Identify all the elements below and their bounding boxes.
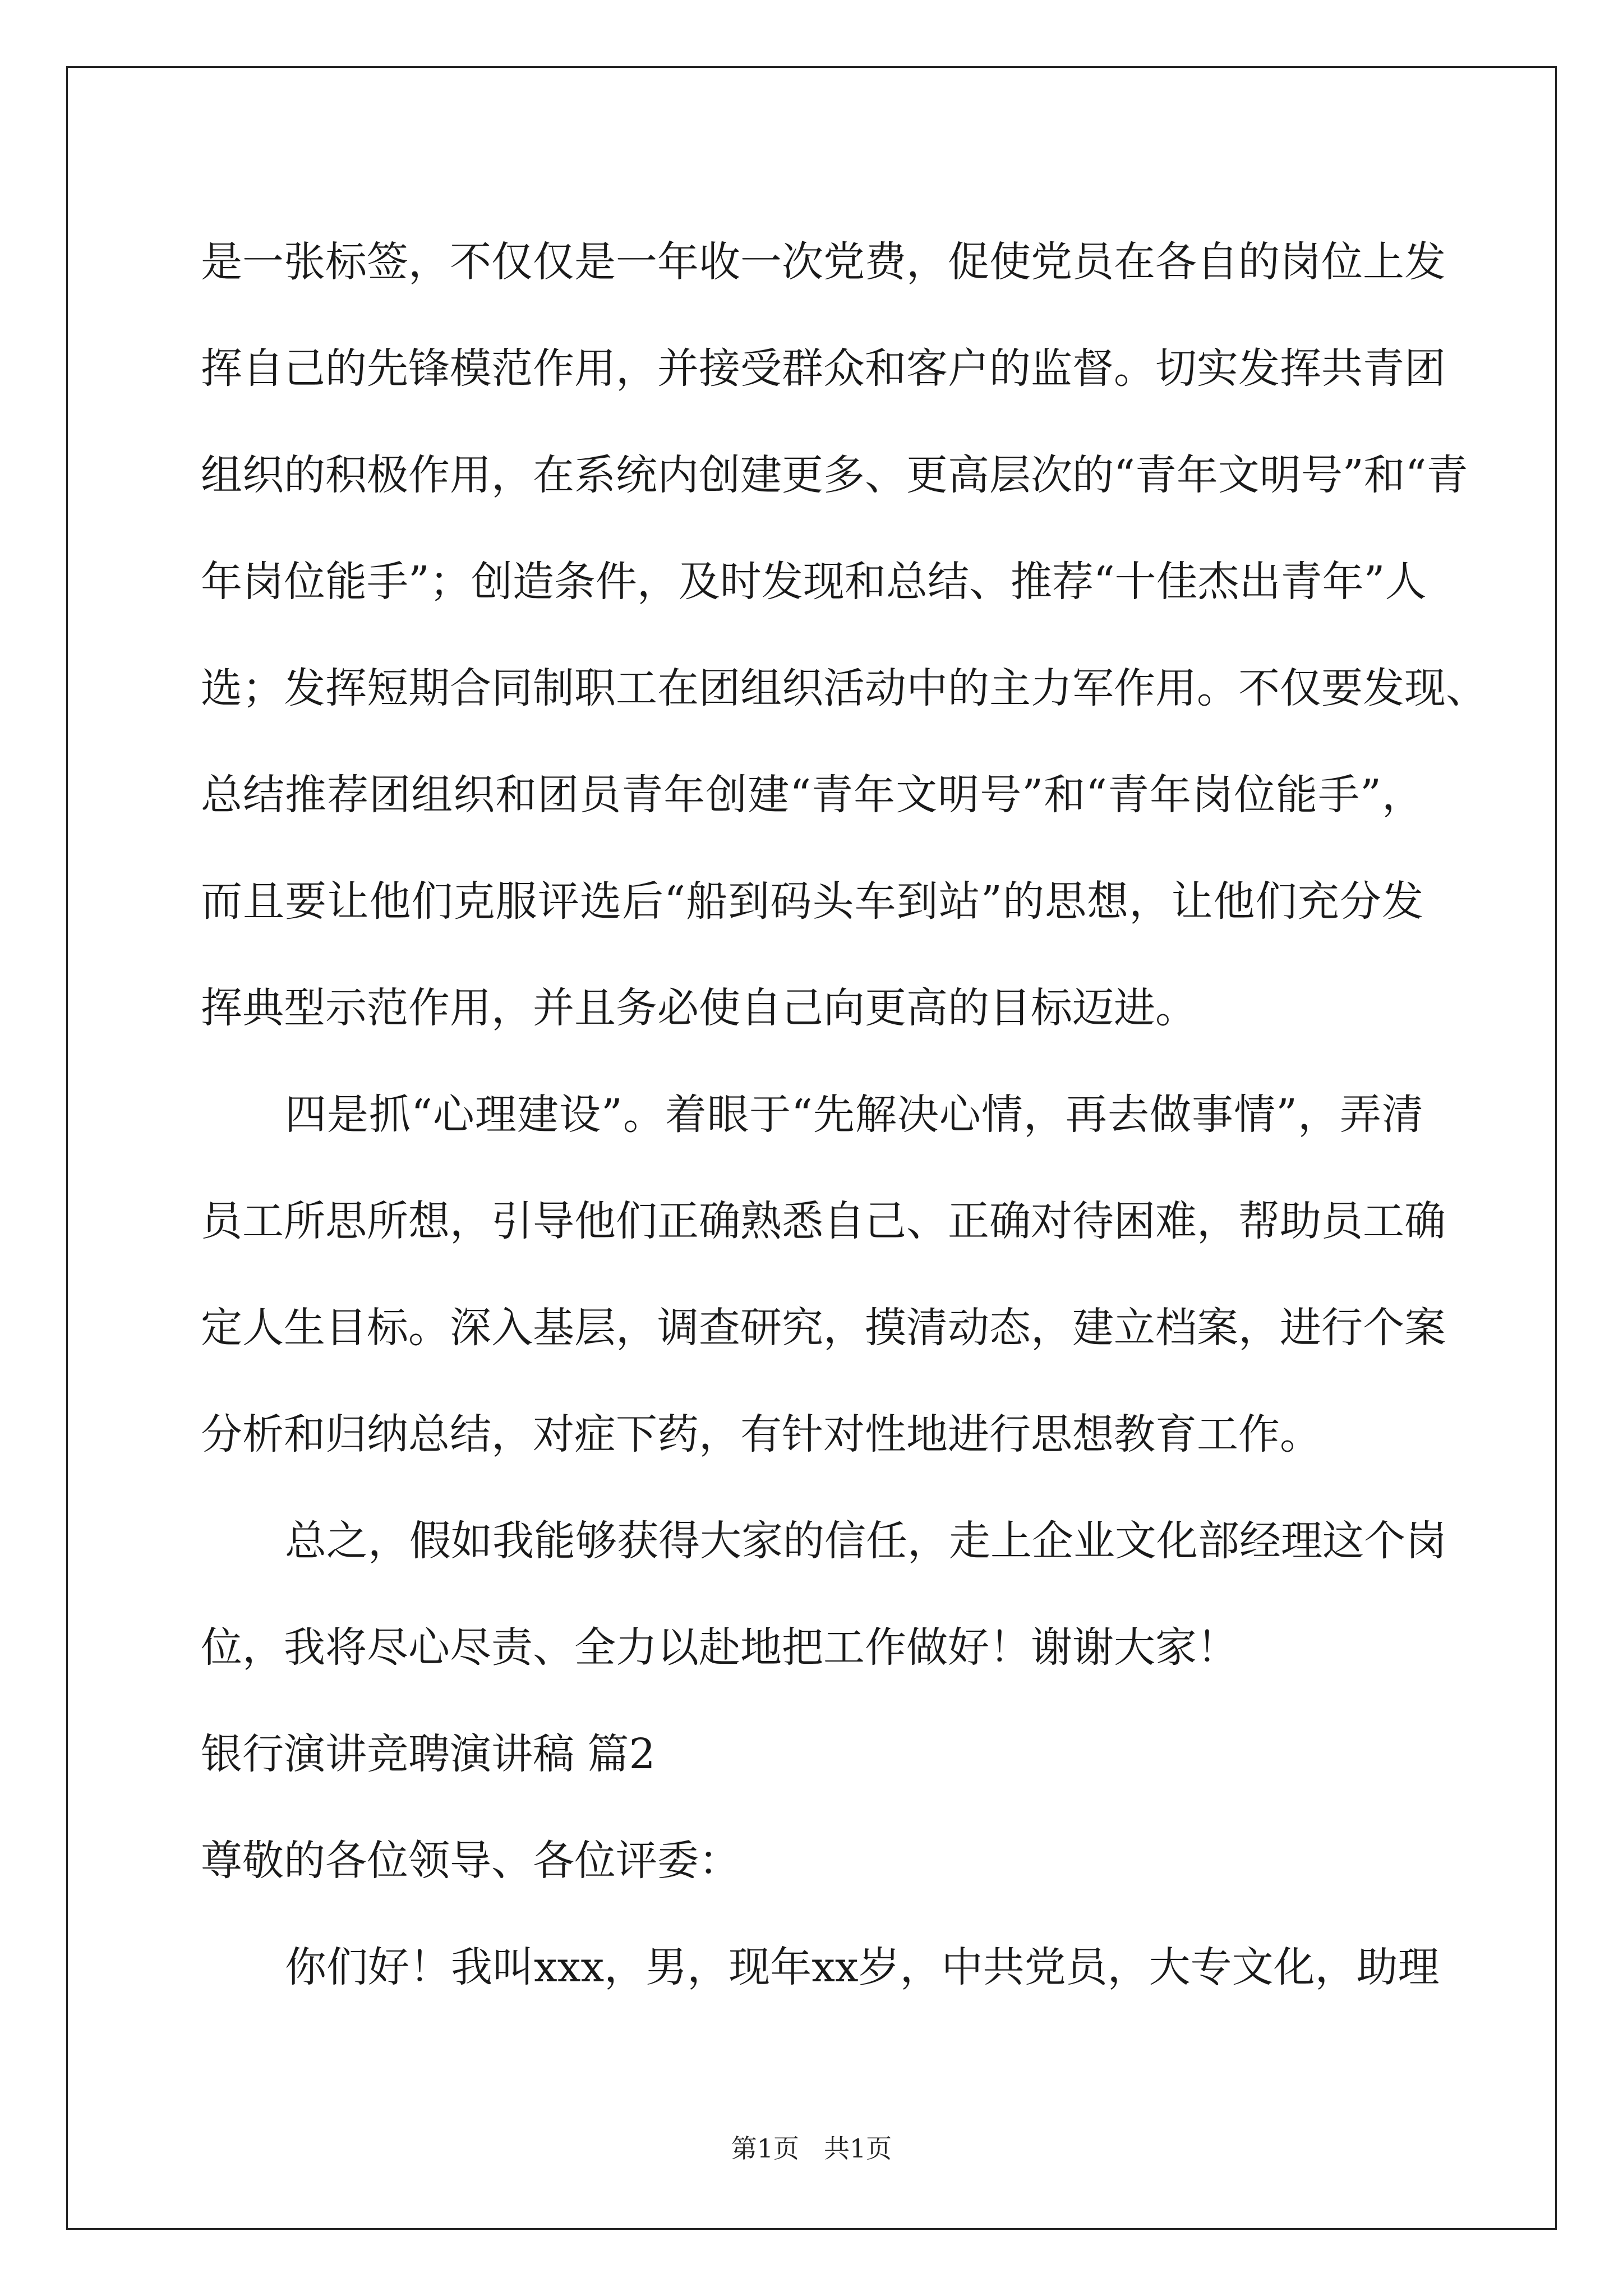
paragraph-line: 选；发挥短期合同制职工在团组织活动中的主力军作用。不仅要发现、 [201,664,1487,712]
paragraph-line: 定人生目标。深入基层，调查研究，摸清动态，建立档案，进行个案 [201,1304,1446,1352]
paragraph-line: 分析和归纳总结，对症下药，有针对性地进行思想教育工作。 [201,1410,1321,1458]
paragraph-line: 年岗位能手”；创造条件，及时发现和总结、推荐“十佳杰出青年”人 [201,558,1427,606]
paragraph-line: 而且要让他们克服评选后“船到码头车到站”的思想，让他们充分发 [201,877,1423,926]
page-number: 第1页 [731,2133,799,2164]
paragraph-line: 位，我将尽心尽责、全力以赴地把工作做好！谢谢大家！ [201,1623,1238,1672]
section-heading: 银行演讲竞聘演讲稿 篇2 [201,1730,656,1778]
paragraph-line: 是一张标签，不仅仅是一年收一次党费，促使党员在各自的岗位上发 [201,238,1446,286]
paragraph-line: 你们好！我叫xxx，男，现年xx岁，中共党员，大专文化，助理 [285,1943,1440,1991]
page-footer [0,2132,1623,2165]
paragraph-line: 挥自己的先锋模范作用，并接受群众和客户的监督。切实发挥共青团 [201,344,1446,393]
paragraph-line: 员工所思所想，引导他们正确熟悉自己、正确对待困难，帮助员工确 [201,1197,1446,1245]
document-body [201,209,1487,2021]
page-total: 共1页 [824,2133,892,2164]
paragraph-line: 总结推荐团组织和团员青年创建“青年文明号”和“青年岗位能手”， [201,771,1423,819]
paragraph-line: 组织的积极作用，在系统内创建更多、更高层次的“青年文明号”和“青 [201,451,1468,499]
salutation-line: 尊敬的各位领导、各位评委： [201,1837,740,1885]
paragraph-line: 挥典型示范作用，并且务必使自己向更高的目标迈进。 [201,984,1197,1032]
paragraph-line: 总之，假如我能够获得大家的信任，走上企业文化部经理这个岗 [285,1517,1447,1565]
paragraph-line: 四是抓“心理建设”。着眼于“先解决心情，再去做事情”，弄清 [285,1091,1423,1139]
